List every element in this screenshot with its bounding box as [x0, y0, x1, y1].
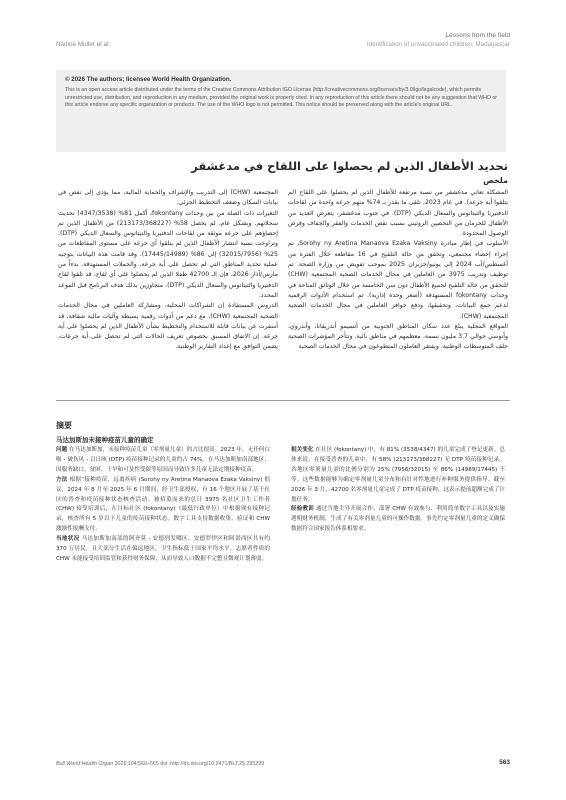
arabic-paragraph: الدروس المستفادة إن الشراكات المحلية، ومشاركة العاملين في مجال الخدمات الصحية المجتمعية (CHW)، مع دعم من أدوات رقمية بسيطة وآليات مالية شفافة، قد أسفرت عن بيانات قابلة للاستخدام والتخطيط بشأن الأطفال الذين لم يحصلوا على أية جرعة. إن الاتفاق المسبق بخصوص تعريف الحالات التي لم تحصل على أية جرعات، يضمن التوافق مع إعداد التقارير الوطنية.: [58, 302, 278, 351]
arabic-paragraph: المجتمعية (CHW) إلى التدريب والإشراف والحماية المالية، مما يؤدي إلى نقص في بيانات السكان وضعف التخطيط الجزئي.: [58, 189, 278, 207]
paragraph-label: 经验教训: [291, 506, 314, 513]
arabic-title: تحديد الأطفال الذين لم يحصلوا على اللقاح في مدغشقر: [191, 159, 508, 173]
chinese-paragraph: [56, 535, 270, 565]
chinese-column-right: [291, 446, 505, 535]
paragraph-text: 马达加斯加南部的阿齐莫 - 安德列发哪区、安德罗伊区和阿诺西区共有约 370 万居民，且大部分生活在偏远地区，卫生指标低于国家平均水平。志愿者性质的 CHW 未能接受培训监管和获得财务保障，从而导致人口数据不完整且微观计划薄弱。: [56, 536, 271, 562]
arabic-paragraph: المواقع المحلية يبلغ عدد سكان المناطق الجنوبية من أتسيمو أندريفانا، وأندروي، وأنوسي حوالي 3.7 مليون نسمة، معظمهم في مناطق نائية. وتتأخر المؤشرات الصحية خلف المتوسطات الوطنية. ويفتقر العاملون المتطوعون في مجال الخدمات الصحية: [288, 322, 508, 351]
arabic-paragraph: المشكلة تعاني مدغشقر من نسبة مرتفعة للأطفال الذين لم يحصلوا على اللقاح (لم يتلقوا أية جرعة). في عام 2023، تلقى ما يقدر بـ 74% منهم جرعة واحدة من لقاحات الدفتيريا والتيتانوس والسعال الديكي (DTP). في جنوب مدغشقر، يتعرض العديد من الأطفال للحرمان من التحصين الروتيني بسبب نقص الخدمات والفقر والجفاف وفرص الوصول المحدودة.: [288, 189, 508, 238]
arabic-column-right: [288, 188, 508, 353]
chinese-paragraph: [56, 446, 270, 476]
paragraph-label: 方法: [56, 476, 68, 483]
running-header-author: Nadine Muller et al.: [56, 41, 111, 48]
running-header: [367, 31, 510, 49]
paragraph-text: 在马达加斯加，未接种疫苗儿童（零剂量儿童）的占比很高。2023 年，无任何白喉 - 破伤风 - 百日咳 (DTP) 疫苗接种记录的儿童约占 74%。在马达加斯加南部地区，因服务缺口、贫困、干旱和可及性受限等原因而导致许多儿童无法定期接种疫苗。: [56, 447, 270, 473]
chinese-paragraph: [56, 476, 270, 535]
article-short-title: Identification of unvaccinated children, Madagascar: [366, 41, 510, 48]
volume-pages: 2026;104:560–565: [114, 761, 159, 767]
license-title: © 2026 The authors; licensee World Health Organization.: [65, 76, 232, 83]
chinese-abstract-heading: 摘要: [56, 421, 72, 430]
paragraph-label: 问题: [56, 447, 68, 453]
chinese-column-left: [56, 446, 270, 565]
section-divider: [56, 400, 510, 401]
doi-link[interactable]: doi: http://dx.doi.org/10.2471/BLT.25.295299: [160, 761, 265, 767]
page-number: 563: [499, 759, 510, 766]
paragraph-text: 根据“接种疫苗，远离疾病 (Sorohy ny Aretina Manaova Ezaka Vaksiny) 倡议，2024 年 8 月至 2025 年 6 月期间，经卫生部授权，有 16 个地区开展了基于社区的普查和疫苗接种状态核查活动。被招募而来的总计 3975 名社区卫生工作者 (CHW) 接受培训后，在目标社区 (fokontany)（最低行政单位）中根据现有接种记录，核查所有 5 岁以下儿童的疫苗接种状态。数字工具支持数据收集、验证和 CHW 激励性报酬支付。: [56, 476, 270, 533]
chinese-paragraph: [291, 446, 505, 505]
paragraph-label: 相关变化: [291, 447, 314, 453]
license-text: This is an open access article distributed under the terms of the Creative Commons Attribution IGO License (http://creativecommons.org/licenses/by/3.0/igo/legalcode), which permits unrestricted use, distribution, and reproduction in any medium, provided the original work is properly cited. In any reproduction of this article there should not be any suggestion that WHO or this article endorse any specific organization or products. The use of the WHO logo is not permitted. This notice should be preserved along with the article's original URL.: [65, 87, 497, 109]
arabic-paragraph: التغيرات ذات الصلة من بين وحدات fokontany، أكمل 81% (4347/3538) تحديث سجلاتهم. وبشكل عام، لم يحصل 58% (213173/368227) من الأطفال الذين تم إحصاؤهم على جرعة موثقة من لقاحات الدفتيريا والتيتانوس والسعال الديكي (DTP). وتراوحت نسبة انتشار الأطفال الذين لم يتلقوا أي جرعة على مستوى المقاطعات من 25% (32015/7956) إلى 86% (17445/14989). وقد قامت هذه البيانات بتوجيه عملية تحديد المناطق التي لم تحصل على أية جرعة، والحملات المستهدفة. بدءاً من مارس/آذار 2026، فإن الـ 42700 طفلا الذين لم يحصلوا على أي لقاح، قد تلقوا لقاح الدفتيريا والتيتانوس والسعال الديكي (DTP)، متجاوزين بذلك هدف البرنامج قبل الموعد المحدد.: [58, 209, 278, 299]
paragraph-text: 通过当地主导开展合作、部署 CHW 有效参与、利用简单数字工具以及实施透明财务机制，生成了有关零剂量儿童的可操作数据。事先约定零剂量儿童的定义确保数据符合国家报告体系相要求。: [291, 506, 506, 533]
license-box: [56, 70, 506, 152]
paragraph-text: 在社区 (fokontany) 中，有 81% (3538/4347) 的儿童完成了登记更新。总体来说，在接受普查的儿童中，有 58% (213173/368227) 无 DTP 疫苗接种记录。各地区零剂量儿童的比例分别为 25% (7956/32015) 至 86% (14989/17445) 不等。这些数据能够为确定零剂量儿童分布和有针对性地进行补种服务提供指导。截至 2026 年 3 月，42700 名零剂量儿童完成了 DTP 疫苗接种，这表示提前超额完成了计划任务。: [291, 447, 505, 503]
chinese-title: 马达加斯加未接种疫苗儿童的确定: [56, 436, 154, 444]
paragraph-label: 当地状况: [56, 536, 80, 543]
chinese-paragraph: [291, 505, 505, 535]
footer-citation: [56, 761, 264, 767]
arabic-paragraph: الأسلوب في إطار مبادرة Sorohy ny Aretina Manaova Ezaka Vaksiny، تم إجراء إحصاء مجتمعي، وتحقق من حالة التلقيح في 16 مقاطعة خلال الفترة من أغسطس/آب 2024 إلى يونيو/حزيران 2025 بموجب تفويض من وزارة الصحة. تم توظيف وتدريب 3975 من العاملين في مجال الخدمات الصحية المجتمعية (CHW) للتحقق من حالة التلقيح لجميع الأطفال دون سن الخامسة من خلال الوثائق المتاحة في وحدات fokontany المستهدفة (أصغر وحدة إدارية). تم استخدام الأدوات الرقمية لدعم جمع البيانات، وتحقيقها، ودفع حوافز العاملين في مجال الخدمات الصحية المجتمعية (CHW).: [288, 240, 509, 320]
arabic-abstract-heading: ملخص: [483, 176, 508, 185]
journal-name: Bull World Health Organ: [56, 761, 114, 767]
arabic-column-left: [58, 188, 278, 353]
section-label: Lessons from the field: [445, 32, 510, 39]
